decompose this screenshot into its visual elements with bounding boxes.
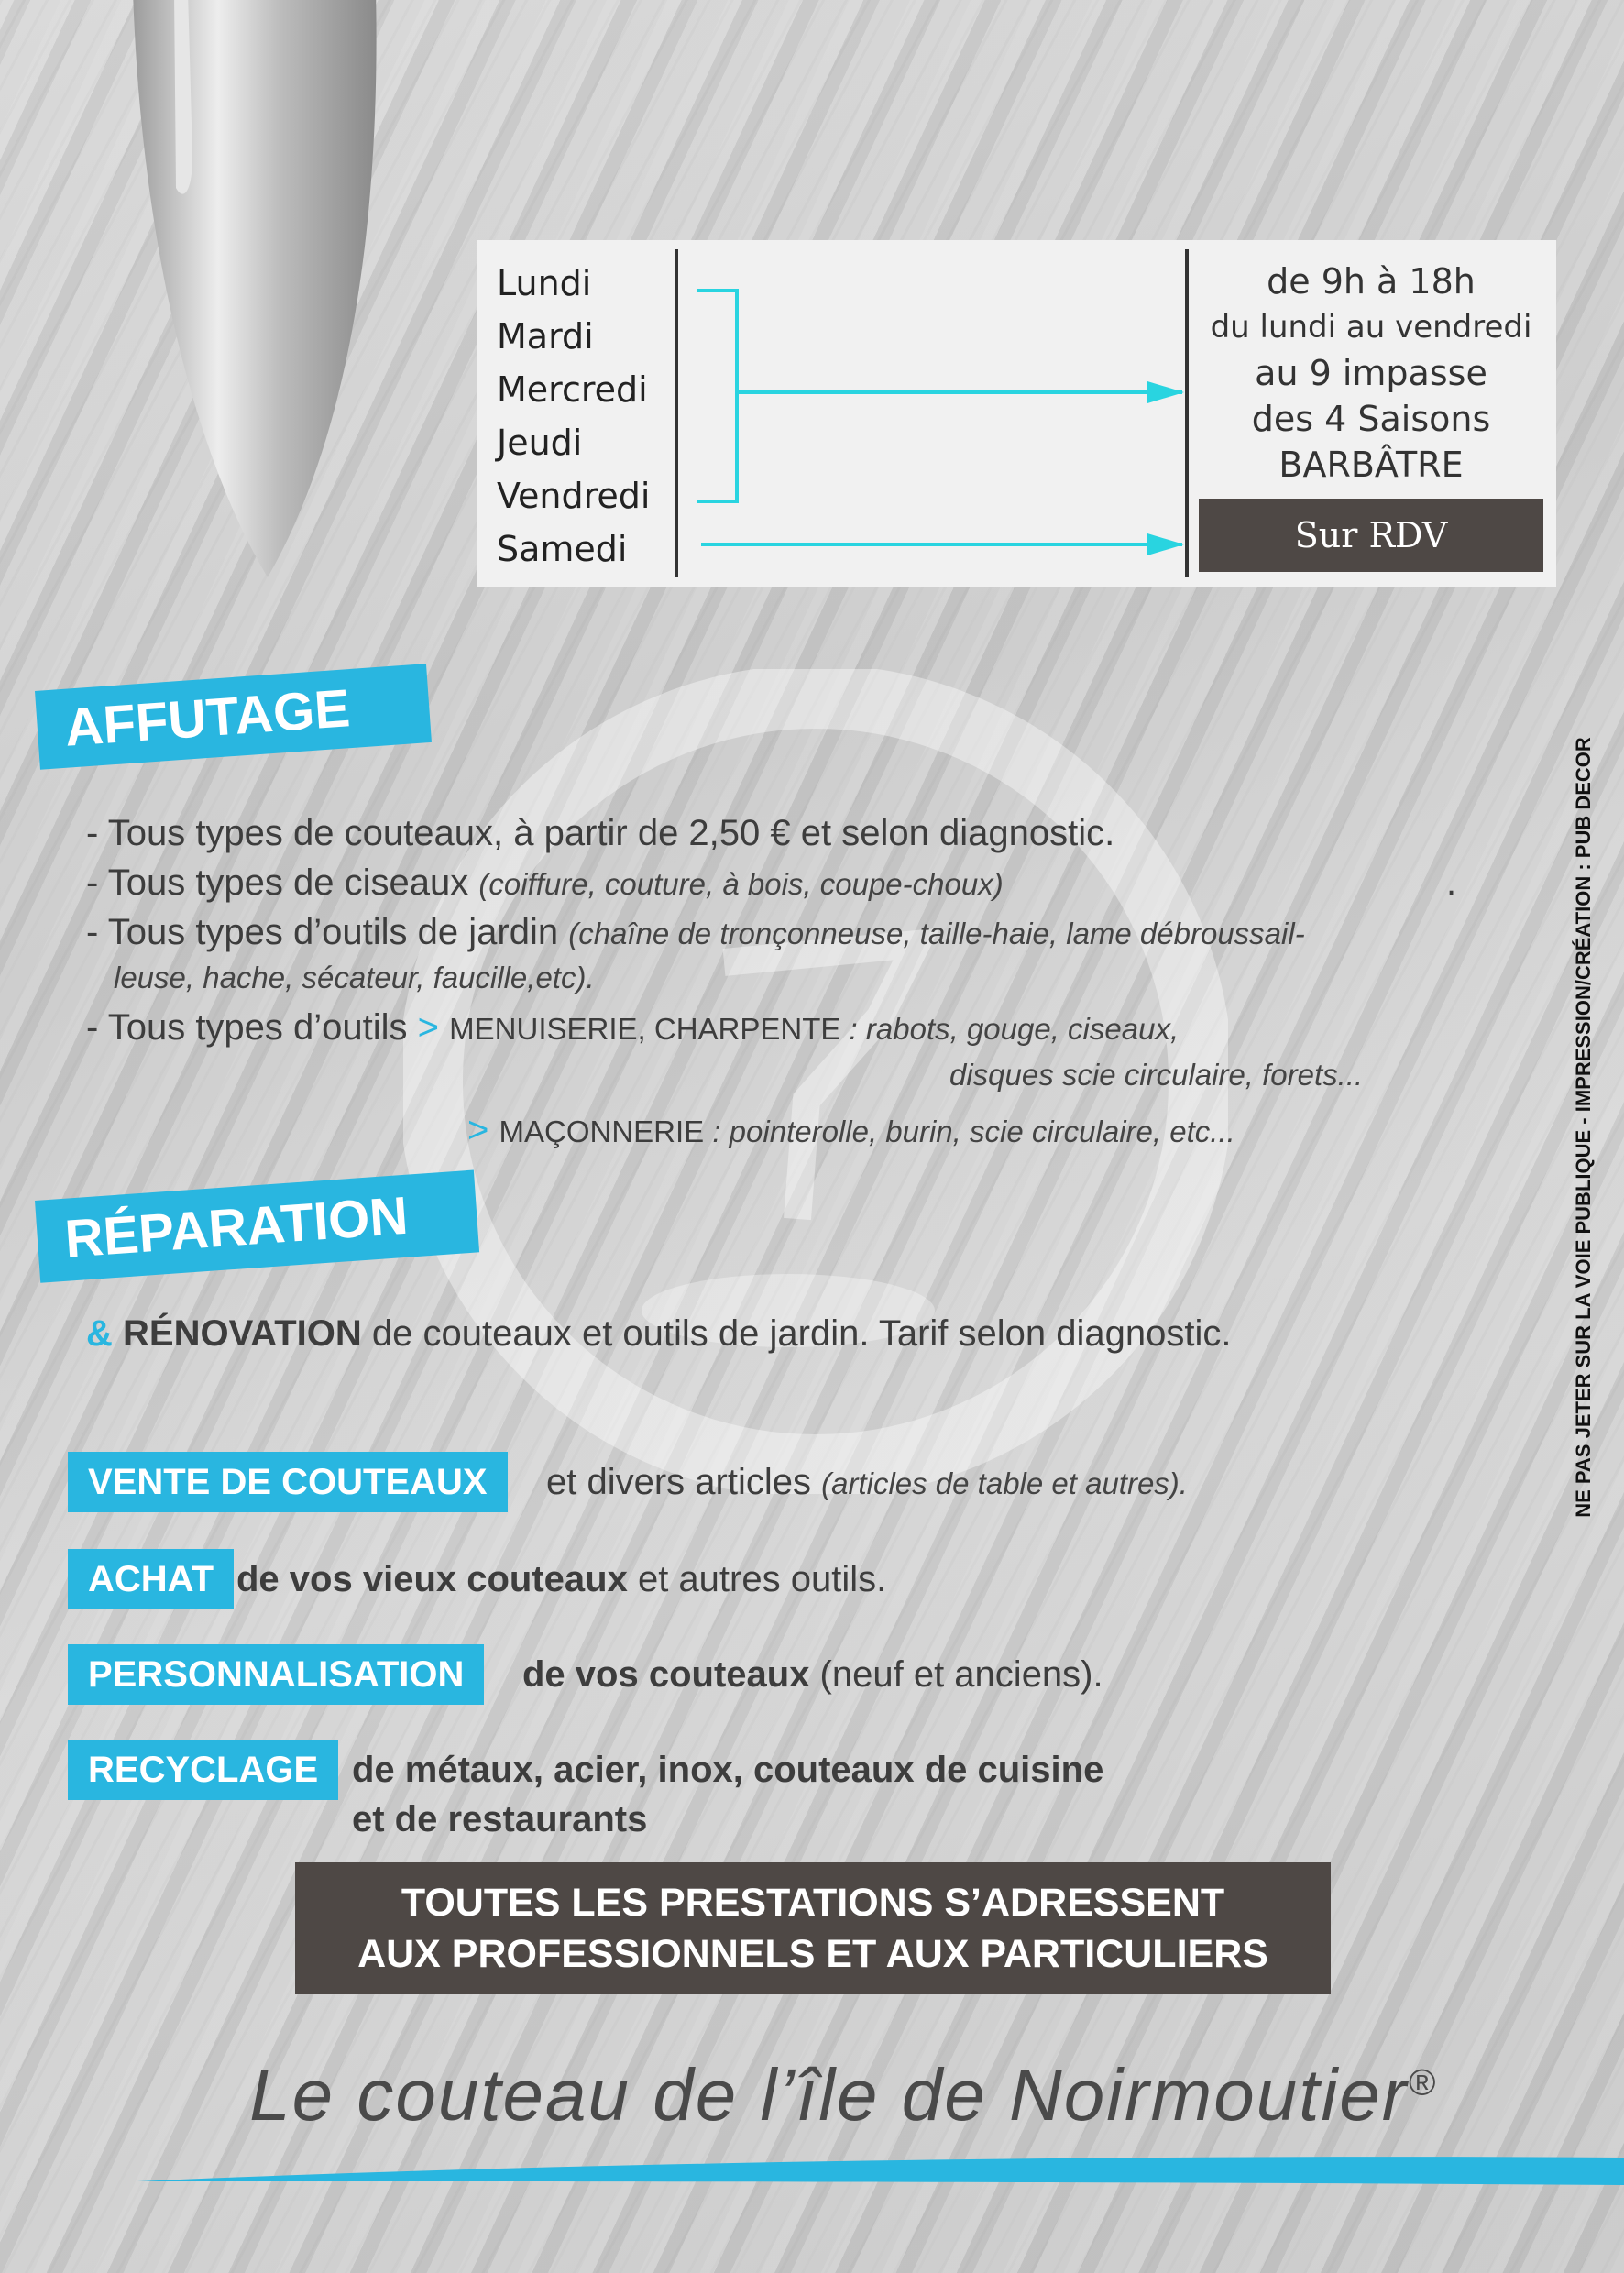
arrow-icon: > [467, 1110, 489, 1150]
maconnerie-detail: : pointerolle, burin, scie circulaire, etc... [704, 1115, 1235, 1148]
perso-text: (neuf et anciens). [809, 1654, 1103, 1695]
affutage-line-3-main: - Tous types d’outils de jardin [86, 912, 569, 952]
notice-box [295, 1862, 1331, 1994]
vente-text: et divers articles [546, 1462, 822, 1502]
renovation-label: RÉNOVATION [123, 1313, 362, 1354]
vente-line [546, 1452, 1188, 1514]
notice-line-1: TOUTES LES PRESTATIONS S’ADRESSENT [401, 1881, 1225, 1925]
renovation-line [86, 1309, 1232, 1358]
ampersand: & [86, 1313, 113, 1354]
city: BARBÂTRE [1278, 445, 1464, 485]
achat-tag: ACHAT [68, 1549, 234, 1609]
weekdays-line: du lundi au vendredi [1210, 309, 1532, 346]
day-vendredi: Vendredi [497, 476, 651, 516]
affutage-line-3-detail: (chaîne de tronçonneuse, taille-haie, lame débroussail- [568, 917, 1305, 950]
registered-mark: ® [1408, 2062, 1437, 2103]
affutage-banner: AFFUTAGE [35, 664, 432, 770]
perso-line [522, 1644, 1103, 1705]
renovation-text: de couteaux et outils de jardin. Tarif selon diagnostic. [361, 1313, 1232, 1354]
affutage-line-4-main: - Tous types d’outils [86, 1007, 418, 1048]
achat-text: et autres outils. [627, 1559, 887, 1599]
affutage-line-2-detail: (coiffure, couture, à bois, coupe-choux) [478, 867, 1004, 901]
menuiserie-detail: : rabots, gouge, ciseaux, [840, 1012, 1180, 1046]
recyclage-tag: RECYCLAGE [68, 1740, 338, 1800]
notice-line-2: AUX PROFESSIONNELS ET AUX PARTICULIERS [357, 1932, 1268, 1976]
day-mardi: Mardi [497, 316, 594, 357]
hours-info [1197, 258, 1545, 488]
knife-blade-icon [55, 0, 385, 596]
slogan [147, 2053, 1540, 2137]
affutage-line-2-end: . [1446, 862, 1457, 903]
arrow-icon: > [417, 1007, 440, 1048]
schedule-box [477, 240, 1556, 587]
slogan-text: Le couteau de l’île de Noirmoutier [249, 2054, 1409, 2136]
maconnerie-label: MAÇONNERIE [499, 1115, 705, 1148]
address-line-1: au 9 impasse [1255, 353, 1487, 393]
vente-tag: VENTE DE COUTEAUX [68, 1452, 508, 1512]
menuiserie-label: MENUISERIE, CHARPENTE [449, 1012, 841, 1046]
recyclage-line-1: de métaux, acier, inox, couteaux de cuisine [352, 1750, 1104, 1790]
address-line-2: des 4 Saisons [1251, 399, 1491, 439]
achat-line [236, 1549, 886, 1609]
affutage-line-3-detail-2: leuse, hache, sécateur, faucille,etc). [114, 961, 595, 994]
achat-bold: de vos vieux couteaux [236, 1559, 628, 1599]
affutage-line-4 [86, 1003, 1179, 1054]
affutage-line-2-main: - Tous types de ciseaux [86, 862, 479, 903]
rdv-badge: Sur RDV [1199, 499, 1543, 572]
menuiserie-detail-2: disques scie circulaire, forets... [949, 1058, 1364, 1092]
reparation-banner: RÉPARATION [35, 1170, 479, 1283]
blue-wave-icon [0, 2154, 1624, 2264]
perso-bold: de vos couteaux [522, 1654, 810, 1695]
day-jeudi: Jeudi [497, 423, 583, 463]
affutage-line-3 [86, 907, 1305, 959]
affutage-line-1: - Tous types de couteaux, à partir de 2,50 € et selon diagnostic. [86, 813, 1115, 853]
day-mercredi: Mercredi [497, 369, 648, 410]
hours-line: de 9h à 18h [1267, 261, 1476, 302]
day-lundi: Lundi [497, 263, 592, 303]
vente-detail: (articles de table et autres). [821, 1466, 1188, 1500]
days-list [497, 257, 650, 576]
recyclage-line-2: et de restaurants [352, 1799, 648, 1839]
maconnerie-line [467, 1105, 1235, 1157]
affutage-line-2 [86, 858, 1004, 909]
perso-tag: PERSONNALISATION [68, 1644, 484, 1705]
side-legal-text: NE PAS JETER SUR LA VOIE PUBLIQUE - IMPRESSION/CRÉATION : PUB DECOR [1572, 737, 1595, 1518]
day-samedi: Samedi [497, 529, 628, 569]
